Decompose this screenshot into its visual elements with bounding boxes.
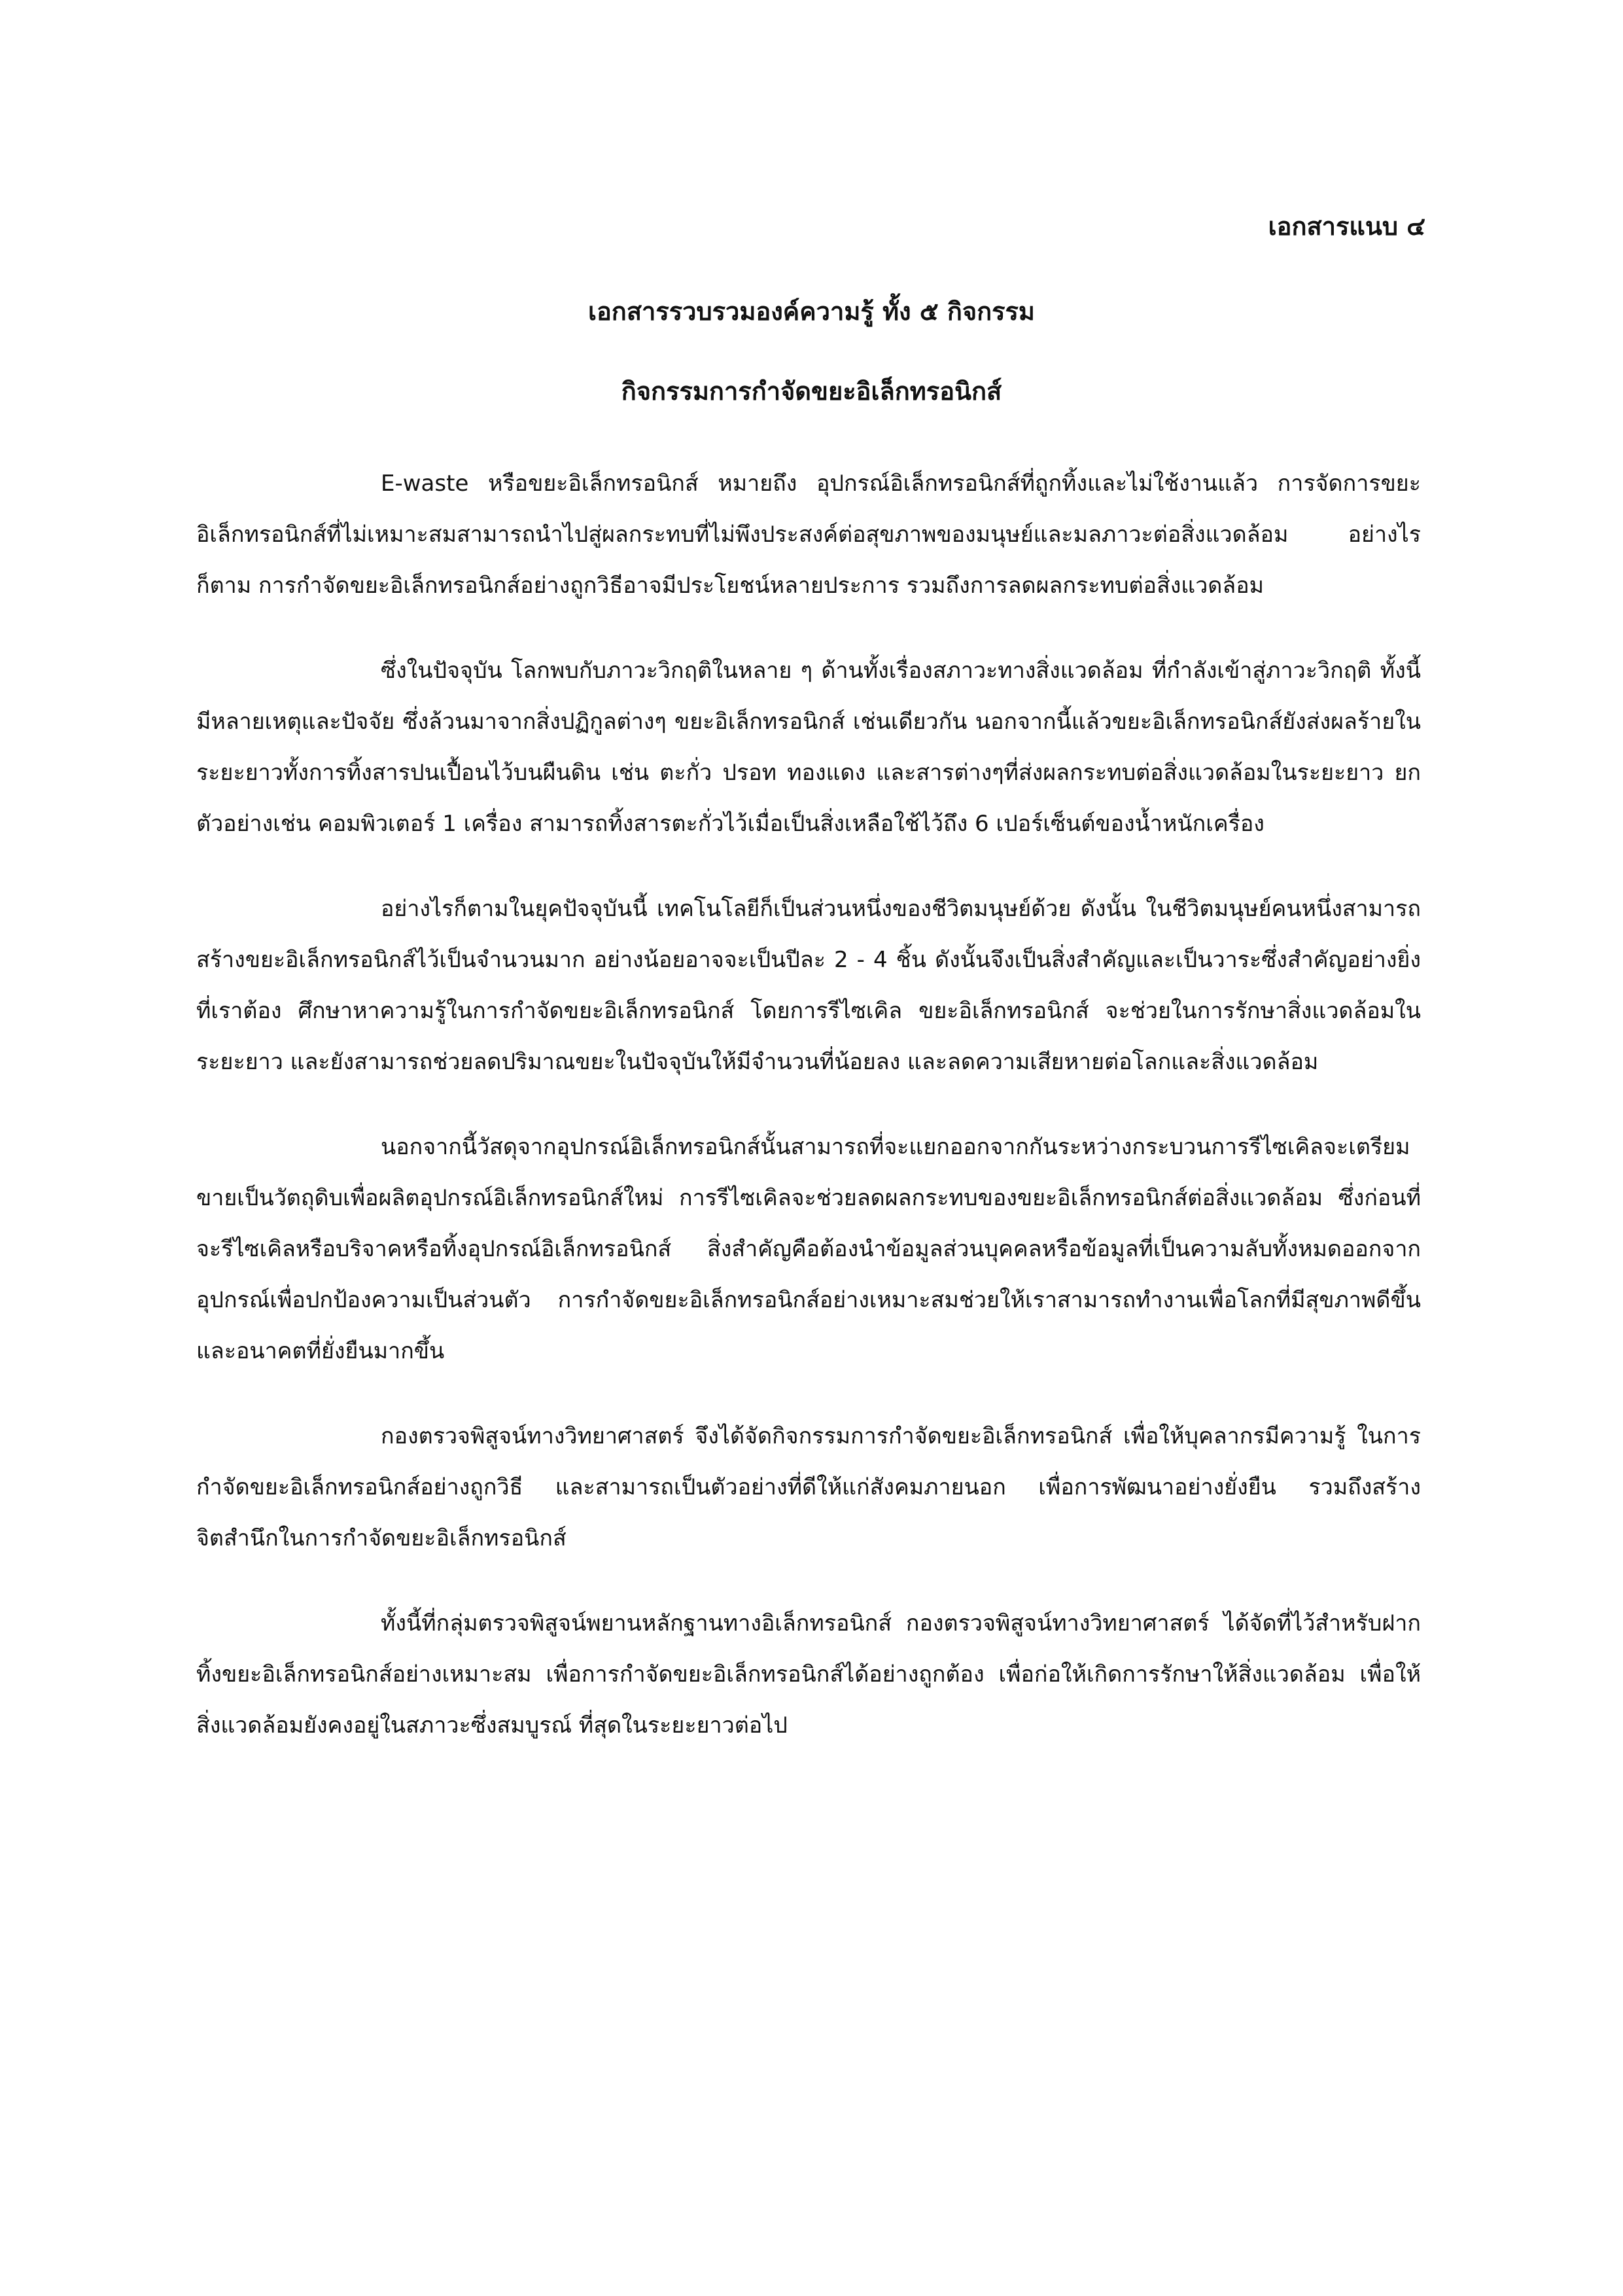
document-title: เอกสารรวบรวมองค์ความรู้ ทั้ง ๕ กิจกรรม bbox=[588, 297, 1035, 326]
document-body bbox=[196, 458, 1421, 1785]
paragraph-3: อย่างไรก็ตามในยุคปัจจุบันนี้ เทคโนโลยีก็เป็นส่วนหนึ่งของชีวิตมนุษย์ด้วย ดังนั้น ในชีวิตมนุษย์คนหนึ่งสามารถสร้างขยะอิเล็กทรอนิกส์ไว้เป็นจำนวนมาก อย่างน้อยอาจจะเป็นปีละ 2 - 4 ชิ้น ดังนั้นจึงเป็นสิ่งสำคัญและเป็นวาระซึ่งสำคัญอย่างยิ่งที่เราต้อง ศึกษาหาความรู้ในการกำจัดขยะอิเล็กทรอนิกส์ โดยการรีไซเคิล ขยะอิเล็กทรอนิกส์ จะช่วยในการรักษาสิ่งแวดล้อมในระยะยาว และยังสามารถช่วยลดปริมาณขยะในปัจจุบันให้มีจำนวนที่น้อยลง และลดความเสียหายต่อโลกและสิ่งแวดล้อม bbox=[196, 896, 1421, 1075]
paragraph-2: ซึ่งในปัจจุบัน โลกพบกับภาวะวิกฤติในหลาย ๆ ด้านทั้งเรื่องสภาวะทางสิ่งแวดล้อม ที่กำลังเข้าสู่ภาวะวิกฤติ ทั้งนี้มีหลายเหตุและปัจจัย ซึ่งล้วนมาจากสิ่งปฏิกูลต่างๆ ขยะอิเล็กทรอนิกส์ เช่นเดียวกัน นอกจากนี้แล้วขยะอิเล็กทรอนิกส์ยังส่งผลร้ายในระยะยาวทั้งการทิ้งสารปนเปื้อนไว้บนผืนดิน เช่น ตะกั่ว ปรอท ทองแดง และสารต่างๆที่ส่งผลกระทบต่อสิ่งแวดล้อมในระยะยาว ยกตัวอย่างเช่น คอมพิวเตอร์ 1 เครื่อง สามารถทิ้งสารตะกั่วไว้เมื่อเป็นสิ่งเหลือใช้ไว้ถึง 6 เปอร์เซ็นต์ของน้ำหนักเครื่อง bbox=[196, 658, 1421, 837]
document-subtitle: กิจกรรมการกำจัดขยะอิเล็กทรอนิกส์ bbox=[621, 377, 1002, 406]
paragraph-6: ทั้งนี้ที่กลุ่มตรวจพิสูจน์พยานหลักฐานทางอิเล็กทรอนิกส์ กองตรวจพิสูจน์ทางวิทยาศาสตร์ ได้จัดที่ไว้สำหรับฝากทิ้งขยะอิเล็กทรอนิกส์อย่างเหมาะสม เพื่อการกำจัดขยะอิเล็กทรอนิกส์ได้อย่างถูกต้อง เพื่อก่อให้เกิดการรักษาให้สิ่งแวดล้อม เพื่อให้สิ่งแวดล้อมยังคงอยู่ในสภาวะซึ่งสมบูรณ์ ที่สุดในระยะยาวต่อไป bbox=[196, 1610, 1421, 1739]
paragraph-5: กองตรวจพิสูจน์ทางวิทยาศาสตร์ จึงได้จัดกิจกรรมการกำจัดขยะอิเล็กทรอนิกส์ เพื่อให้บุคลากรมีความรู้ ในการกำจัดขยะอิเล็กทรอนิกส์อย่างถูกวิธี และสามารถเป็นตัวอย่างที่ดีให้แก่สังคมภายนอก เพื่อการพัฒนาอย่างยั่งยืน รวมถึงสร้างจิตสำนึกในการกำจัดขยะอิเล็กทรอนิกส์ bbox=[196, 1423, 1421, 1551]
paragraph-4: นอกจากนี้วัสดุจากอุปกรณ์อิเล็กทรอนิกส์นั้นสามารถที่จะแยกออกจากกันระหว่างกระบวนการรีไซเคิลจะเตรียมขายเป็นวัตถุดิบเพื่อผลิตอุปกรณ์อิเล็กทรอนิกส์ใหม่ การรีไซเคิลจะช่วยลดผลกระทบของขยะอิเล็กทรอนิกส์ต่อสิ่งแวดล้อม ซึ่งก่อนที่จะรีไซเคิลหรือบริจาคหรือทิ้งอุปกรณ์อิเล็กทรอนิกส์ สิ่งสำคัญคือต้องนำข้อมูลส่วนบุคคลหรือข้อมูลที่เป็นความลับทั้งหมดออกจากอุปกรณ์เพื่อปกป้องความเป็นส่วนตัว การกำจัดขยะอิเล็กทรอนิกส์อย่างเหมาะสมช่วยให้เราสามารถทำงานเพื่อโลกที่มีสุขภาพดีขึ้นและอนาคตที่ยั่งยืนมากขึ้น bbox=[196, 1134, 1421, 1364]
paragraph-1: E-waste หรือขยะอิเล็กทรอนิกส์ หมายถึง อุปกรณ์อิเล็กทรอนิกส์ที่ถูกทิ้งและไม่ใช้งานแล้ว การจัดการขยะอิเล็กทรอนิกส์ที่ไม่เหมาะสมสามารถนำไปสู่ผลกระทบที่ไม่พึงประสงค์ต่อสุขภาพของมนุษย์และมลภาวะต่อสิ่งแวดล้อม อย่างไรก็ตาม การกำจัดขยะอิเล็กทรอนิกส์อย่างถูกวิธีอาจมีประโยชน์หลายประการ รวมถึงการลดผลกระทบต่อสิ่งแวดล้อม bbox=[196, 470, 1421, 599]
attachment-label: เอกสารแนบ ๔ bbox=[1268, 212, 1425, 241]
